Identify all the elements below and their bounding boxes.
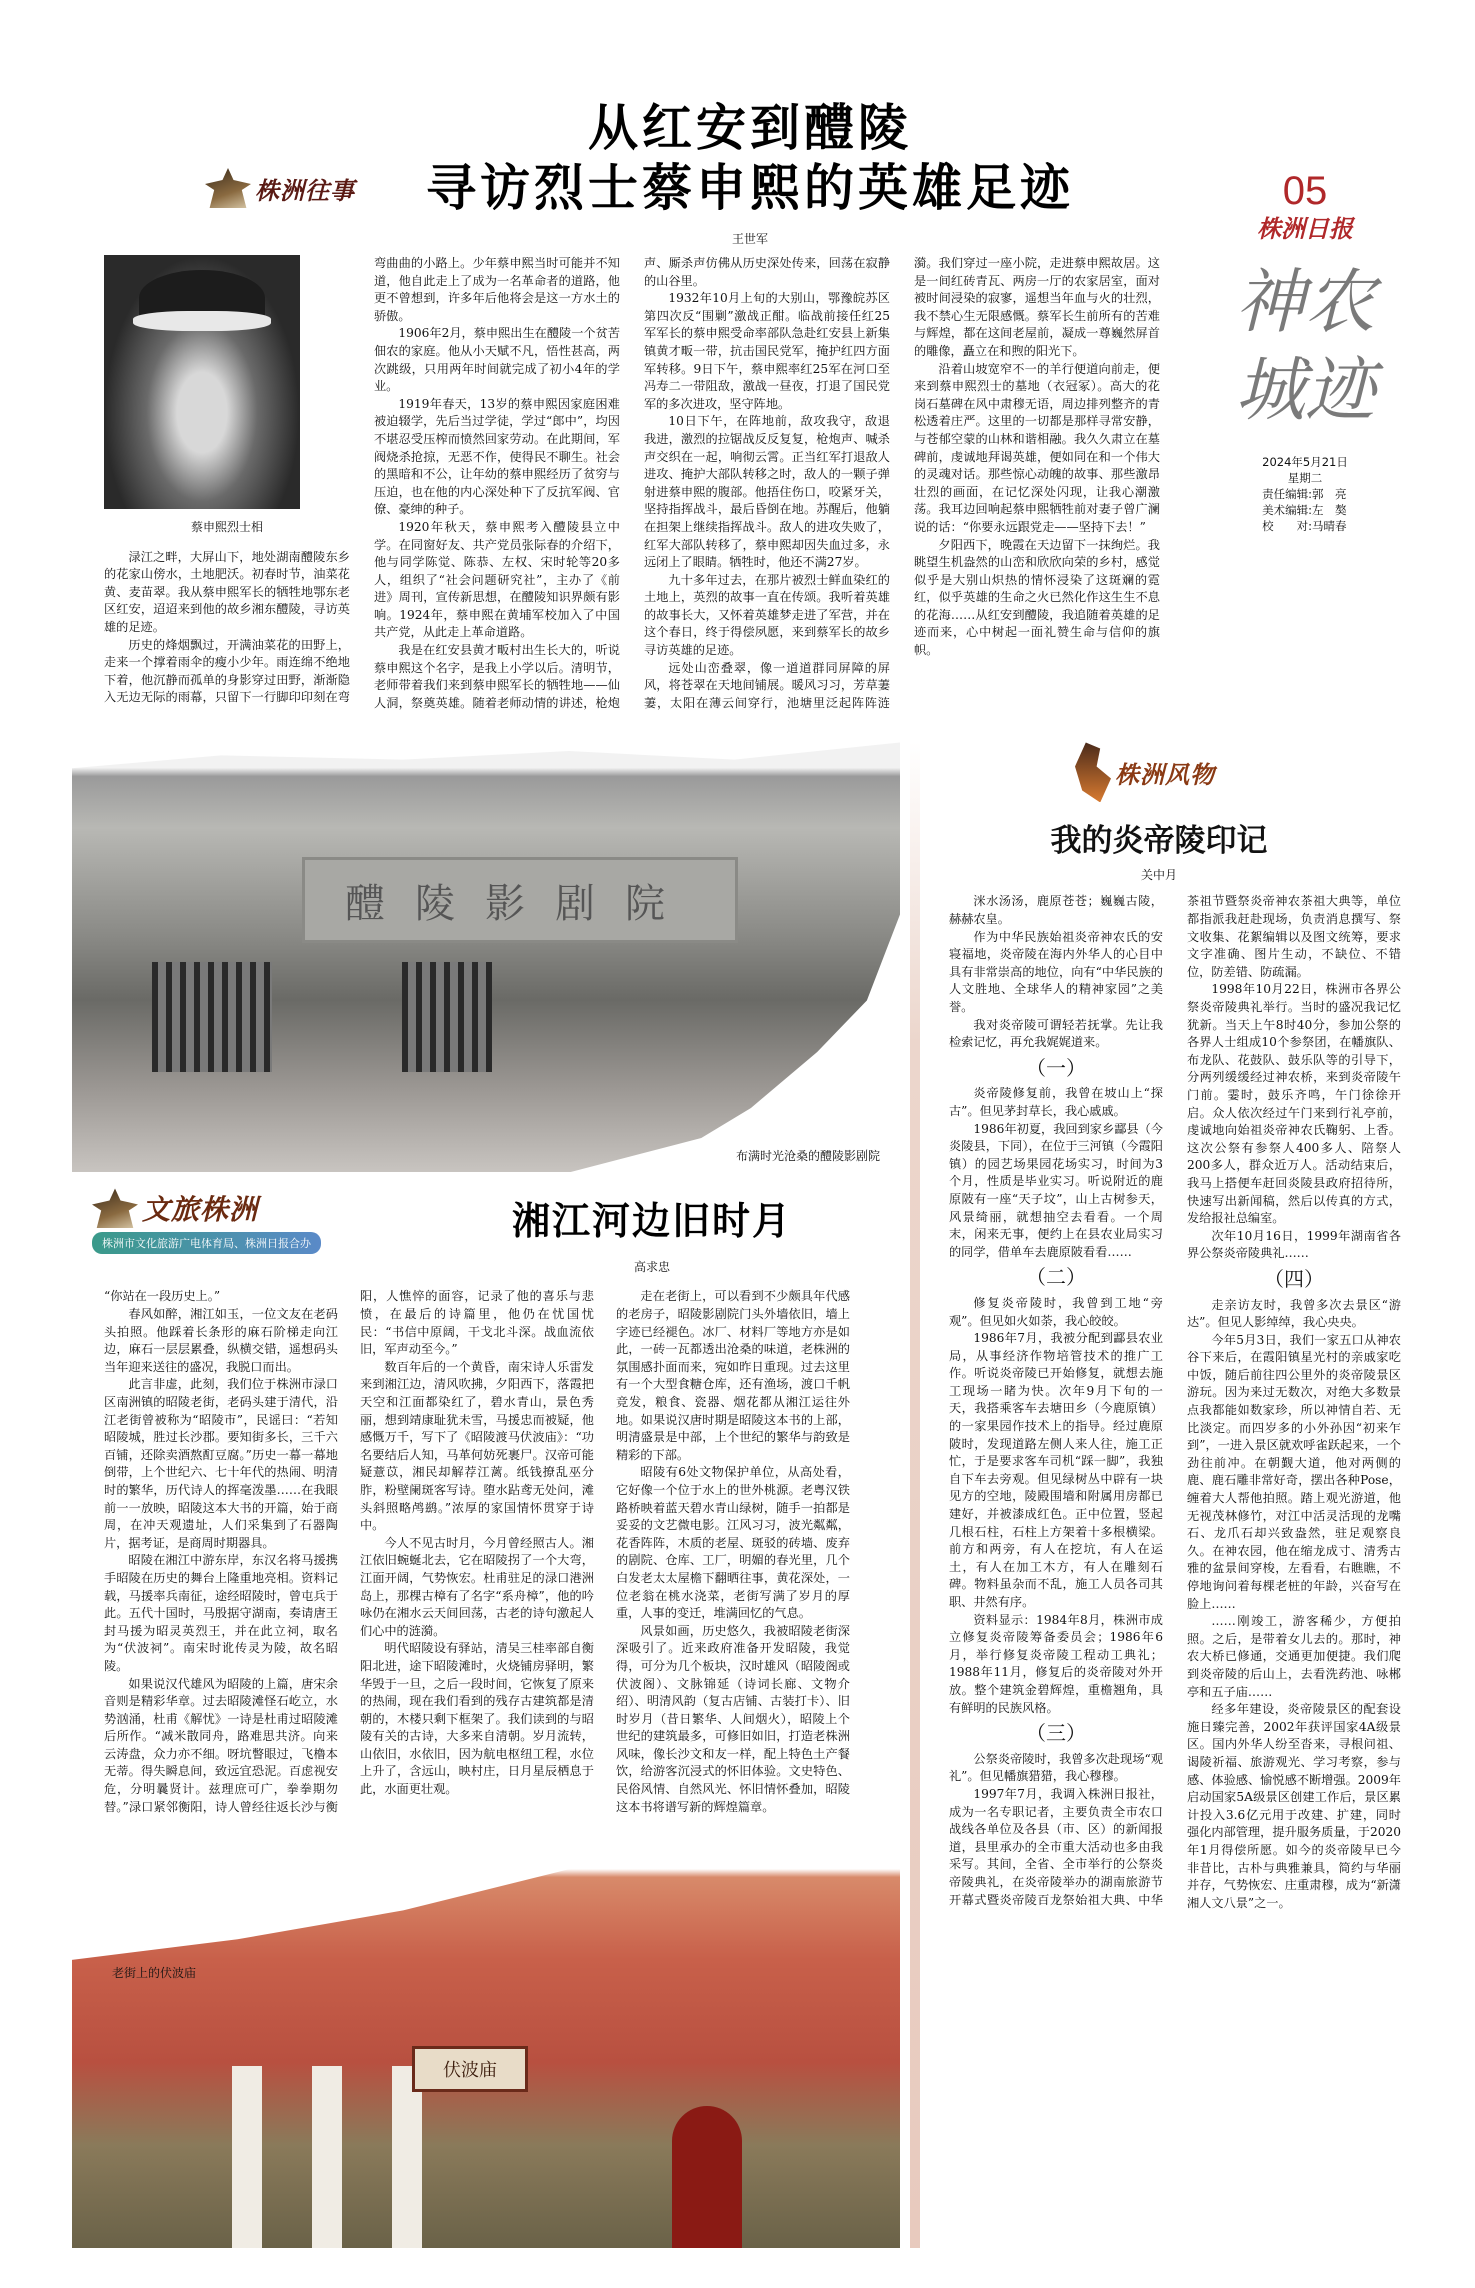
paragraph: ……刚竣工，游客稀少，方便拍照。之后，是带着女儿去的。那时，神农大桥已修通，交通更加便捷。我们爬到炎帝陵的后山上，去看洗药池、咏郴亭和五子庙…… <box>1187 1614 1401 1699</box>
temple-photo-background <box>72 1836 900 2248</box>
section-logo-zhuzhou-past <box>205 168 355 208</box>
decorative-strip <box>910 742 920 2248</box>
pagoda-icon <box>92 1188 138 1228</box>
issue-date: 2024年5月21日 <box>1262 455 1348 469</box>
section-logo-text: 文旅株洲 <box>142 1193 259 1227</box>
editor-line: 美术编辑:左 獒 <box>1262 503 1347 517</box>
article2-title: 我的炎帝陵印记 <box>1050 823 1268 860</box>
paragraph: 洣水汤汤，鹿原苍苍；巍巍古陵，赫赫农皇。 <box>949 894 1163 927</box>
lower-left-column <box>72 742 900 2248</box>
column <box>392 2066 422 2248</box>
paragraph: 风景如画，历史悠久，我被昭陵老街深深吸引了。近来政府准备开发昭陵，我觉得，可分为几个板块，汉时雄风（昭陵阁或伏波阁）、文脉锦延（诗词长廊、文物介绍）、明清风韵（复古店铺、古装打卡）、旧时岁月（昔日繁华、人间烟火），昭陵上个世纪的建筑最多，可修旧如旧，打造老株洲风味，像长沙文和友一样，配上特色土产餐饮，给游客沉浸式的怀旧体验。文史特色、民俗风情、自然风光、怀旧情怀叠加，昭陵这本书将谱写新的辉煌篇章。 <box>616 1623 850 1814</box>
paragraph: 历史的烽烟飘过，开满油菜花的田野上，走来一个撑着雨伞的瘦小少年。雨连绵不绝地下着，他沉静而孤单的身影穿过田野，渐渐隐入无边无际的雨幕，只留下一行脚印印刻在弯弯曲曲的小路上。少年蔡申熙当时可能并不知道，他自此走上了成为一名革命者的道路，他更不曾想到，许多年后他将会是这一方水土的骄傲。 <box>104 256 620 705</box>
section-logo-text: 株洲往事 <box>255 176 355 205</box>
paragraph: 今人不见古时月，今月曾经照古人。湘江依旧蜿蜒北去，它在昭陵拐了一个大弯，江面开阔，气势恢宏。杜甫驻足的渌口港洲岛上，那棵古樟有了名字“系舟樟”，他的吟咏仍在湘水云天间回荡，古老的诗句激起人们心中的涟漪。 <box>360 1535 594 1638</box>
article1-body <box>104 255 1160 712</box>
paragraph: 1986年7月，我被分配到酃县农业局，从事经济作物培管技术的推广工作。听说炎帝陵已开始修复，就想去施工现场一睹为快。次年9月下旬的一天，我搭乘客车去塘田乡（今鹿原镇）的一家果园作技术上的指导。经过鹿原陂时，发现道路左侧人来人往，施工正忙，于是要求客车司机“踩一脚”，我独自下车去旁观。但见绿树丛中辟有一块见方的空地，陵殿围墙和附属用房都已建好，并被漆成红色。正中位置，竖起几根石柱，石柱上方架着十多根横梁。前方和两旁，有人在挖坑，有人在运土，有人在加工木方，有人在雕刻石碑。物料虽杂而不乱，施工人员各司其职、井然有序。 <box>949 1331 1163 1609</box>
editor-line: 校 对:马晴春 <box>1262 519 1347 533</box>
paragraph: 昭陵有6处文物保护单位，从高处看，它好像一个位于水上的世外桃源。老粤汉铁路桥映着蓝天碧水青山绿树，随手一拍都是妥妥的文艺微电影。江风习习，波光粼粼，花香阵阵，木质的老屋、斑驳的砖墙、废弃的剧院、仓库、工厂，明媚的春光里，几个白发老太太屋檐下翻晒往事，黄花深处，一位老翁在桃水浇菜，老街写满了岁月的厚重，人事的变迁，堆满回忆的气息。 <box>616 1465 850 1621</box>
article1-title-line2: 寻访烈士蔡申熙的英雄足迹 <box>426 159 1074 217</box>
paragraph: 如果说汉代雄风为昭陵的上篇，唐宋余音则是精彩华章。过去昭陵滩怪石屹立，水势汹涌，杜甫《解忧》一诗是杜甫过昭陵滩后所作。“减米散同舟，路难思共济。向来云涛盘，众力亦不细。呀坑瞥眼过，飞橹本无蒂。得失瞬息间，致远宜恐泥。百虑视安危，分明曩贤计。兹理庶可广，拳拳期勿替。”渌口紧邻衡阳，诗人曾经往返长沙与衡阳，人憔悴的面容，记录了他的喜乐与悲愤，在最后的诗篇里，他仍在忧国忧民：“书信中原阔，干戈北斗深。战血流依旧，军声动至今。” <box>104 1289 594 1814</box>
issue-weekday: 星期二 <box>1287 471 1323 485</box>
fubo-temple-photo <box>72 1836 900 2248</box>
paragraph: 1906年2月，蔡申熙出生在醴陵一个贫苦佃农的家庭。他从小天赋不凡，悟性甚高，两次跳级，只用两年时间就完成了初小4年的学业。 <box>374 326 620 394</box>
section-logo-text: 株洲风物 <box>1115 760 1215 789</box>
article3-header <box>72 1188 900 1288</box>
paragraph: 资料显示：1984年8月，株洲市成立修复炎帝陵筹备委员会；1986年6月，举行修复炎帝陵工程动工典礼；1988年11月，修复后的炎帝陵对外开放。整个建筑金碧辉煌，重檐翘角，具有鲜明的民族风格。 <box>949 1612 1163 1715</box>
article3-title: 湘江河边旧时月 <box>511 1199 792 1244</box>
section-calligraphy-title: 神农城迹 <box>1235 261 1375 431</box>
paragraph: 修复炎帝陵时，我曾到工地“旁观”。但见如火如荼，我心皎皎。 <box>949 1295 1163 1328</box>
paragraph: 作为中华民族始祖炎帝神农氏的安寝福地，炎帝陵在海内外华人的心目中具有非常崇高的地位，向有“中华民族的人文胜地、全球华人的精神家园”之美誉。 <box>949 929 1163 1014</box>
paragraph: 次年10月16日，1999年湖南省各界公祭炎帝陵典礼…… <box>1187 1228 1401 1261</box>
window <box>152 962 272 1072</box>
editor-line: 责任编辑:郭 亮 <box>1262 487 1347 501</box>
theatre-photo-caption: 布满时光沧桑的醴陵影剧院 <box>735 1149 880 1164</box>
top-section <box>0 0 1475 712</box>
paragraph: 走亲访友时，我曾多次去景区“游达”。但见人影绰绰，我心央央。 <box>1187 1297 1401 1330</box>
paragraph: 1997年7月，我调入株洲日报社，成为一名专职记者，主要负责全市农口战线各单位及各县（市、区）的新闻报道，县里承办的全市重大活动也多由我采写。其间，全省、全市举行的公祭炎帝陵典礼，在炎帝陵举办的湖南旅游节开幕式暨炎帝陵百龙祭始祖大典、中华茶祖节暨祭炎帝神农茶祖大典等，单位都指派我赶赴现场，负责消息撰写、祭文收集、花絮编辑以及图文统筹，要求文字准确、图片生动，不缺位、不错位，防差错、防疏漏。 <box>949 894 1401 1907</box>
pagoda-icon <box>205 168 251 208</box>
section-logo-zhuzhou-customs <box>1075 742 1401 802</box>
paragraph: 公祭炎帝陵时，我曾多次赴现场“观礼”。但见幡旗猎猎，我心穆穆。 <box>949 1751 1163 1784</box>
paragraph: 春风如醉，湘江如玉，一位文友在老码头拍照。他踩着长条形的麻石阶梯走向江边，麻石一层层累叠，纵横交错，遥想码头当年迎来送往的盛况，我脱口而出。 <box>104 1307 338 1374</box>
chapter-heading: （二） <box>1026 1265 1086 1290</box>
lower-section <box>0 742 1475 2248</box>
paragraph: 1998年10月22日，株洲市各界公祭炎帝陵典礼举行。当时的盛况我记忆犹新。当天上午8时40分，参加公祭的各界人士组成10个参祭团，在幡旗队、布龙队、花鼓队、鼓乐队等的引导下，分两列缓缓经过神农桥，来到炎帝陵午门前。霎时，鼓乐齐鸣，午门徐徐开启。众人依次经过午门来到行礼亭前，虔诚地向始祖炎帝神农氏鞠躬、上香。这次公祭有参祭人400多人、陪祭人200多人，群众近万人。活动结束后，我马上搭便车赶回炎陵县政府招待所，快速写出新闻稿，然后以传真的方式，发给报社总编室。 <box>1187 982 1401 1226</box>
article1-title-line1: 从红安到醴陵 <box>588 99 912 157</box>
masthead-info <box>1262 454 1348 534</box>
theatre-photo <box>72 742 900 1172</box>
column <box>232 2066 262 2248</box>
paragraph: 沿着山坡宽窄不一的羊行便道向前走，便来到蔡申熙烈士的墓地（衣冠冢）。高大的花岗石墓碑在风中肃穆无语，周边排列整齐的青松透着庄严。这里的一切都是那样寻常安静，与苍郁空蒙的山林和谐相融。我久久肃立在墓碑前，虔诚地拜谒英雄，便如同在和一个伟大的灵魂对话。那些惊心动魄的故事、那些激昂壮烈的画面，在记忆深处闪现，让我心潮激荡。我耳边回响起蔡申熙牺牲前对妻子曾广澜说的话：“你要永远跟党走——坚持下去！” <box>914 361 1160 534</box>
paragraph: 我对炎帝陵可谓轻若抚掌。先让我检索记忆，再允我娓娓道来。 <box>949 1017 1163 1050</box>
column <box>312 2066 342 2248</box>
temple-photo-caption: 老街上的伏波庙 <box>112 1966 197 1981</box>
paragraph: 昭陵在湘江中游东岸，东汉名将马援携手昭陵在历史的舞台上隆重地亮相。资料记载，马援率兵南征，途经昭陵时，曾屯兵于此。五代十国时，马殷据守湖南，奏请唐王封马援为昭灵英烈王，并在此立祠，取名为“伏波祠”。南宋时讹传灵为陵，故名昭陵。 <box>104 1553 338 1673</box>
paragraph: 此言非虚，此刻，我们位于株洲市渌口区南洲镇的昭陵老街，老码头建于清代，沿江老街曾被称为“昭陵市”，民谣曰：“若知昭陵城，胜过长沙郡。要知街多长，三千六百铺，还除卖酒熬酊豆腐。”历史一幕一幕地倒带，上个世纪六、七十年代的热闹、明清时的繁华，历代诗人的挥毫泼墨……在我眼前一一放映，昭陵这本大书的开篇，始于商周，在冲天观遗址，人们采集到了石器陶片，据考证，是商周时期器具。 <box>104 1377 338 1550</box>
paragraph: 走在老街上，可以看到不少颇具年代感的老房子，昭陵影剧院门头外墙依旧，墙上字迹已经褪色。冰厂、材料厂等地方亦是如此，一砖一瓦都透出沧桑的味道，老株洲的氛围感扑面而来，宛如昨日重现。过去这里有一个大型食糖仓库，还有渔场，渡口千帆竞发，粮食、瓷器、烟花都从湘江运往外地。如果说汉唐时期是昭陵这本书的上部，明清盛景是中部，上个世纪的繁华与韵致是精彩的下部。 <box>616 1289 850 1462</box>
page-number: 05 <box>1282 169 1328 213</box>
paragraph: 1932年10月上旬的大别山，鄂豫皖苏区第四次反“围剿”激战正酣。临战前接任红25军军长的蔡申熙受命率部队急赴红安县上新集镇黄才畈一带，抗击国民党军，掩护红四方面军转移。9日下午，蔡申熙率红25军在河口至冯寿二一带阻敌，激战一昼夜，打退了国民党军的多次进攻，坚守阵地。 <box>644 291 890 411</box>
paragraph: 夕阳西下，晚霞在天边留下一抹绚烂。我眺望生机盎然的山峦和欣欣向荣的乡村，感觉似乎是大别山炽热的情怀浸染了这斑斓的霓红，似乎英雄的生命之火已然化作这生生不息的花海……从红安到醴陵，我追随着英雄的足迹而来，心中树起一面礼赞生命与信仰的旗帜。 <box>914 537 1160 658</box>
article3-body <box>104 1288 850 1816</box>
article1-author: 王世军 <box>731 232 768 246</box>
temple-plaque: 伏波庙 <box>412 2046 528 2092</box>
article2-body <box>949 893 1401 1912</box>
paragraph: 1986年初夏，我回到家乡酃县（今炎陵县，下同），在位于三河镇（今霞阳镇）的园艺场果园花场实习，时间为3个月，性质是毕业实习。听说附近的鹿原陂有一座“天子坟”，山上古树参天，风景绮丽，就想抽空去看看。一个周末，闲来无事，便约上在县农业局实习的同学，借单车去鹿原陂看看…… <box>949 1121 1163 1259</box>
masthead <box>1230 0 1380 712</box>
paper-name-logo: 株洲日报 <box>1257 214 1353 243</box>
section-sponsor-badge: 株洲市文化旅游广电体育局、株洲日报合办 <box>92 1232 321 1254</box>
paragraph: 1920年秋天，蔡申熙考入醴陵县立中学。在同窗好友、共产党员张际春的介绍下，他与同学陈觉、陈恭、左权、宋时轮等20多人，组织了“社会问题研究社”，主办了《前进》周刊，宣传新思想，在醴陵知识界颇有影响。1924年，蔡申熙在黄埔军校加入了中国共产党，从此走上革命道路。 <box>374 519 620 640</box>
chapter-heading: （一） <box>1026 1055 1086 1080</box>
theatre-photo-background <box>72 742 900 1172</box>
paragraph: 远处山峦叠翠，像一道道群同屏障的屏风，将苍翠在天地间铺展。暖风习习，芳草萋萋，太阳在薄云间穿行，池塘里泛起阵阵涟漪。我们穿过一座小院，走进蔡申熙故居。这是一间红砖青瓦、两房一厅的农家居室，面对被时间浸染的寂寥，遥想当年血与火的壮烈，我不禁心生无限感慨。蔡军长生前所有的苦难与辉煌，都在这间老屋前，凝成一尊巍然屏首的雕像，矗立在和煦的阳光下。 <box>644 256 1160 710</box>
article2 <box>949 742 1401 2248</box>
temple-door <box>672 2106 742 2248</box>
paragraph: 今年5月3日，我们一家五口从神农谷下来后，在霞阳镇星光村的亲戚家吃中饭，随后前往四公里外的炎帝陵景区游玩。因为来过无数次，对绝大多数景点我都能如数家珍，所以神情自若、无比淡定。而四岁多的小外孙因“初来乍到”，一进入景区就欢呼雀跃起来，一个劲往前冲。在朝觐大道，他对两侧的鹿、鹿石雕非常好奇，摆出各种Pose，缠着大人帮他拍照。踏上观光游道，他无视茂林修竹，对江中活灵活现的龙嘴石、龙爪石却兴致盎然，驻足观察良久。在神农园，他在缩龙成寸、清秀古雅的盆景间穿梭，左看看，右瞧瞧，不停地询问着每棵老桩的年龄，兴奋写在脸上…… <box>1187 1332 1401 1611</box>
article3-author: 高求忠 <box>633 1260 670 1275</box>
paragraph: 1919年春天，13岁的蔡申熙因家庭困难被迫辍学，先后当过学徒，学过“郎中”，均因不堪忍受压榨而愤然回家劳动。在此期间，军阀烧杀抢掠，无恶不作，使得民不聊生。社会的黑暗和不公，让年幼的蔡申熙经历了贫穷与压迫，也在他的内心深处种下了反抗军阀、官僚、豪绅的种子。 <box>374 396 620 517</box>
portrait-caption: 蔡申熙烈士相 <box>190 520 263 534</box>
window <box>402 962 492 1072</box>
chapter-heading: （四） <box>1264 1266 1324 1291</box>
paragraph: 10日下午，在阵地前，敌攻我守，敌退我进，激烈的拉锯战反反复复，枪炮声、喊杀声交织在一起，响彻云霄。正当红军打退敌人进攻、掩护大部队转移之时，敌人的一颗子弹射进蔡申熙的腹部。他捂住伤口，咬紧牙关，坚持指挥战斗，最后昏倒在地。苏醒后，他躺在担架上继续指挥战斗。敌人的进攻失败了，红军大部队转移了，蔡申熙却因失血过多，永远闭上了眼睛。牺牲时，他还不满27岁。 <box>644 414 890 570</box>
portrait-photo <box>104 255 300 509</box>
article1-header <box>0 0 1160 255</box>
section-logo-culture-tourism <box>92 1188 321 1254</box>
paragraph: “你站在一段历史上。” <box>104 1289 221 1304</box>
paragraph: 渌江之畔，大屏山下，地处湖南醴陵东乡的花家山傍水，土地肥沃。初春时节，油菜花黄、麦苗翠。我从蔡申熙军长的牺牲地鄂东老区红安，迢迢来到他的故乡湘东醴陵，寻访英雄的足迹。 <box>104 549 350 634</box>
article1 <box>0 0 1160 712</box>
map-silhouette-icon <box>1075 742 1111 802</box>
paragraph: 九十多年过去，在那片被烈士鲜血染红的土地上，英烈的故事一直在传颂。我听着英雄的故事长大，又怀着英雄梦走进了军营，并在这个春日，终于得偿夙愿，来到蔡军长的故乡寻访英雄的足迹。 <box>644 572 890 658</box>
paragraph: 明代昭陵设有驿站，清吴三桂率部自衡阳北进，途下昭陵滩时，火烧铺房驿明，繁华毁于一旦，之后一段时间，它恢复了原来的热闹，现在我们看到的残存古建筑都是清朝的，木楼只剩下框架了。我们读到的与昭陵有关的古诗，大多来自清朝。岁月流转，山依旧，水依旧，因为航电枢纽工程，水位上升了，含远山，映村庄，日月星辰栖息于此，水面更壮观。 <box>360 1641 594 1797</box>
paragraph: 炎帝陵修复前，我曾在坡山上“探古”。但见茅封草长，我心戚戚。 <box>949 1086 1163 1118</box>
chapter-heading: （三） <box>1026 1721 1086 1746</box>
article2-author: 关中月 <box>1140 868 1177 883</box>
paragraph: 我是在红安县黄才畈村出生长大的，听说蔡申熙这个名字，是我上小学以后。清明节，老师带着我们来到蔡申熙军长的牺牲地——仙人洞，祭奠英雄。随着老师动情的讲述，枪炮声、厮杀声仿佛从历史深处传来，回荡在寂静的山谷里。 <box>374 256 890 710</box>
paragraph: 数百年后的一个黄昏，南宋诗人乐雷发来到湘江边，清风吹拂，夕阳西下，落霞把天空和江面都染红了，碧水青山，景色秀丽，想到靖康耻犹未雪，马援忠而被疑，他感慨万千，写下了《昭陵渡马伏波庙》：“功名要结后人知，马革何妨死裹尸。汉帝可能疑薏苡，湘民却解荐江蓠。纸钱撩乱巫分胙，粉壁阑斑客写诗。堕水跕鸢无处问，滩头斜照略鸬鹚。”浓厚的家国情怀贯穿于诗中。 <box>360 1359 594 1533</box>
theatre-sign: 醴陵影剧院 <box>302 857 738 943</box>
paragraph: 经多年建设，炎帝陵景区的配套设施日臻完善，2002年获评国家4A级景区。国内外华人纷至沓来，寻根问祖、谒陵祈福、旅游观光、学习考察，参与感、体验感、愉悦感不断增强。2009年启动国家5A级景区创建工作后，景区累计投入3.6亿元用于改建、扩建，同时强化内部管理，提升服务质量，于2020年1月得偿所愿。如今的炎帝陵早已今非昔比，古朴与典雅兼具，简约与华丽并存，气势恢宏、庄重肃穆，成为“新潇湘人文八景”之一。 <box>1187 1702 1401 1910</box>
